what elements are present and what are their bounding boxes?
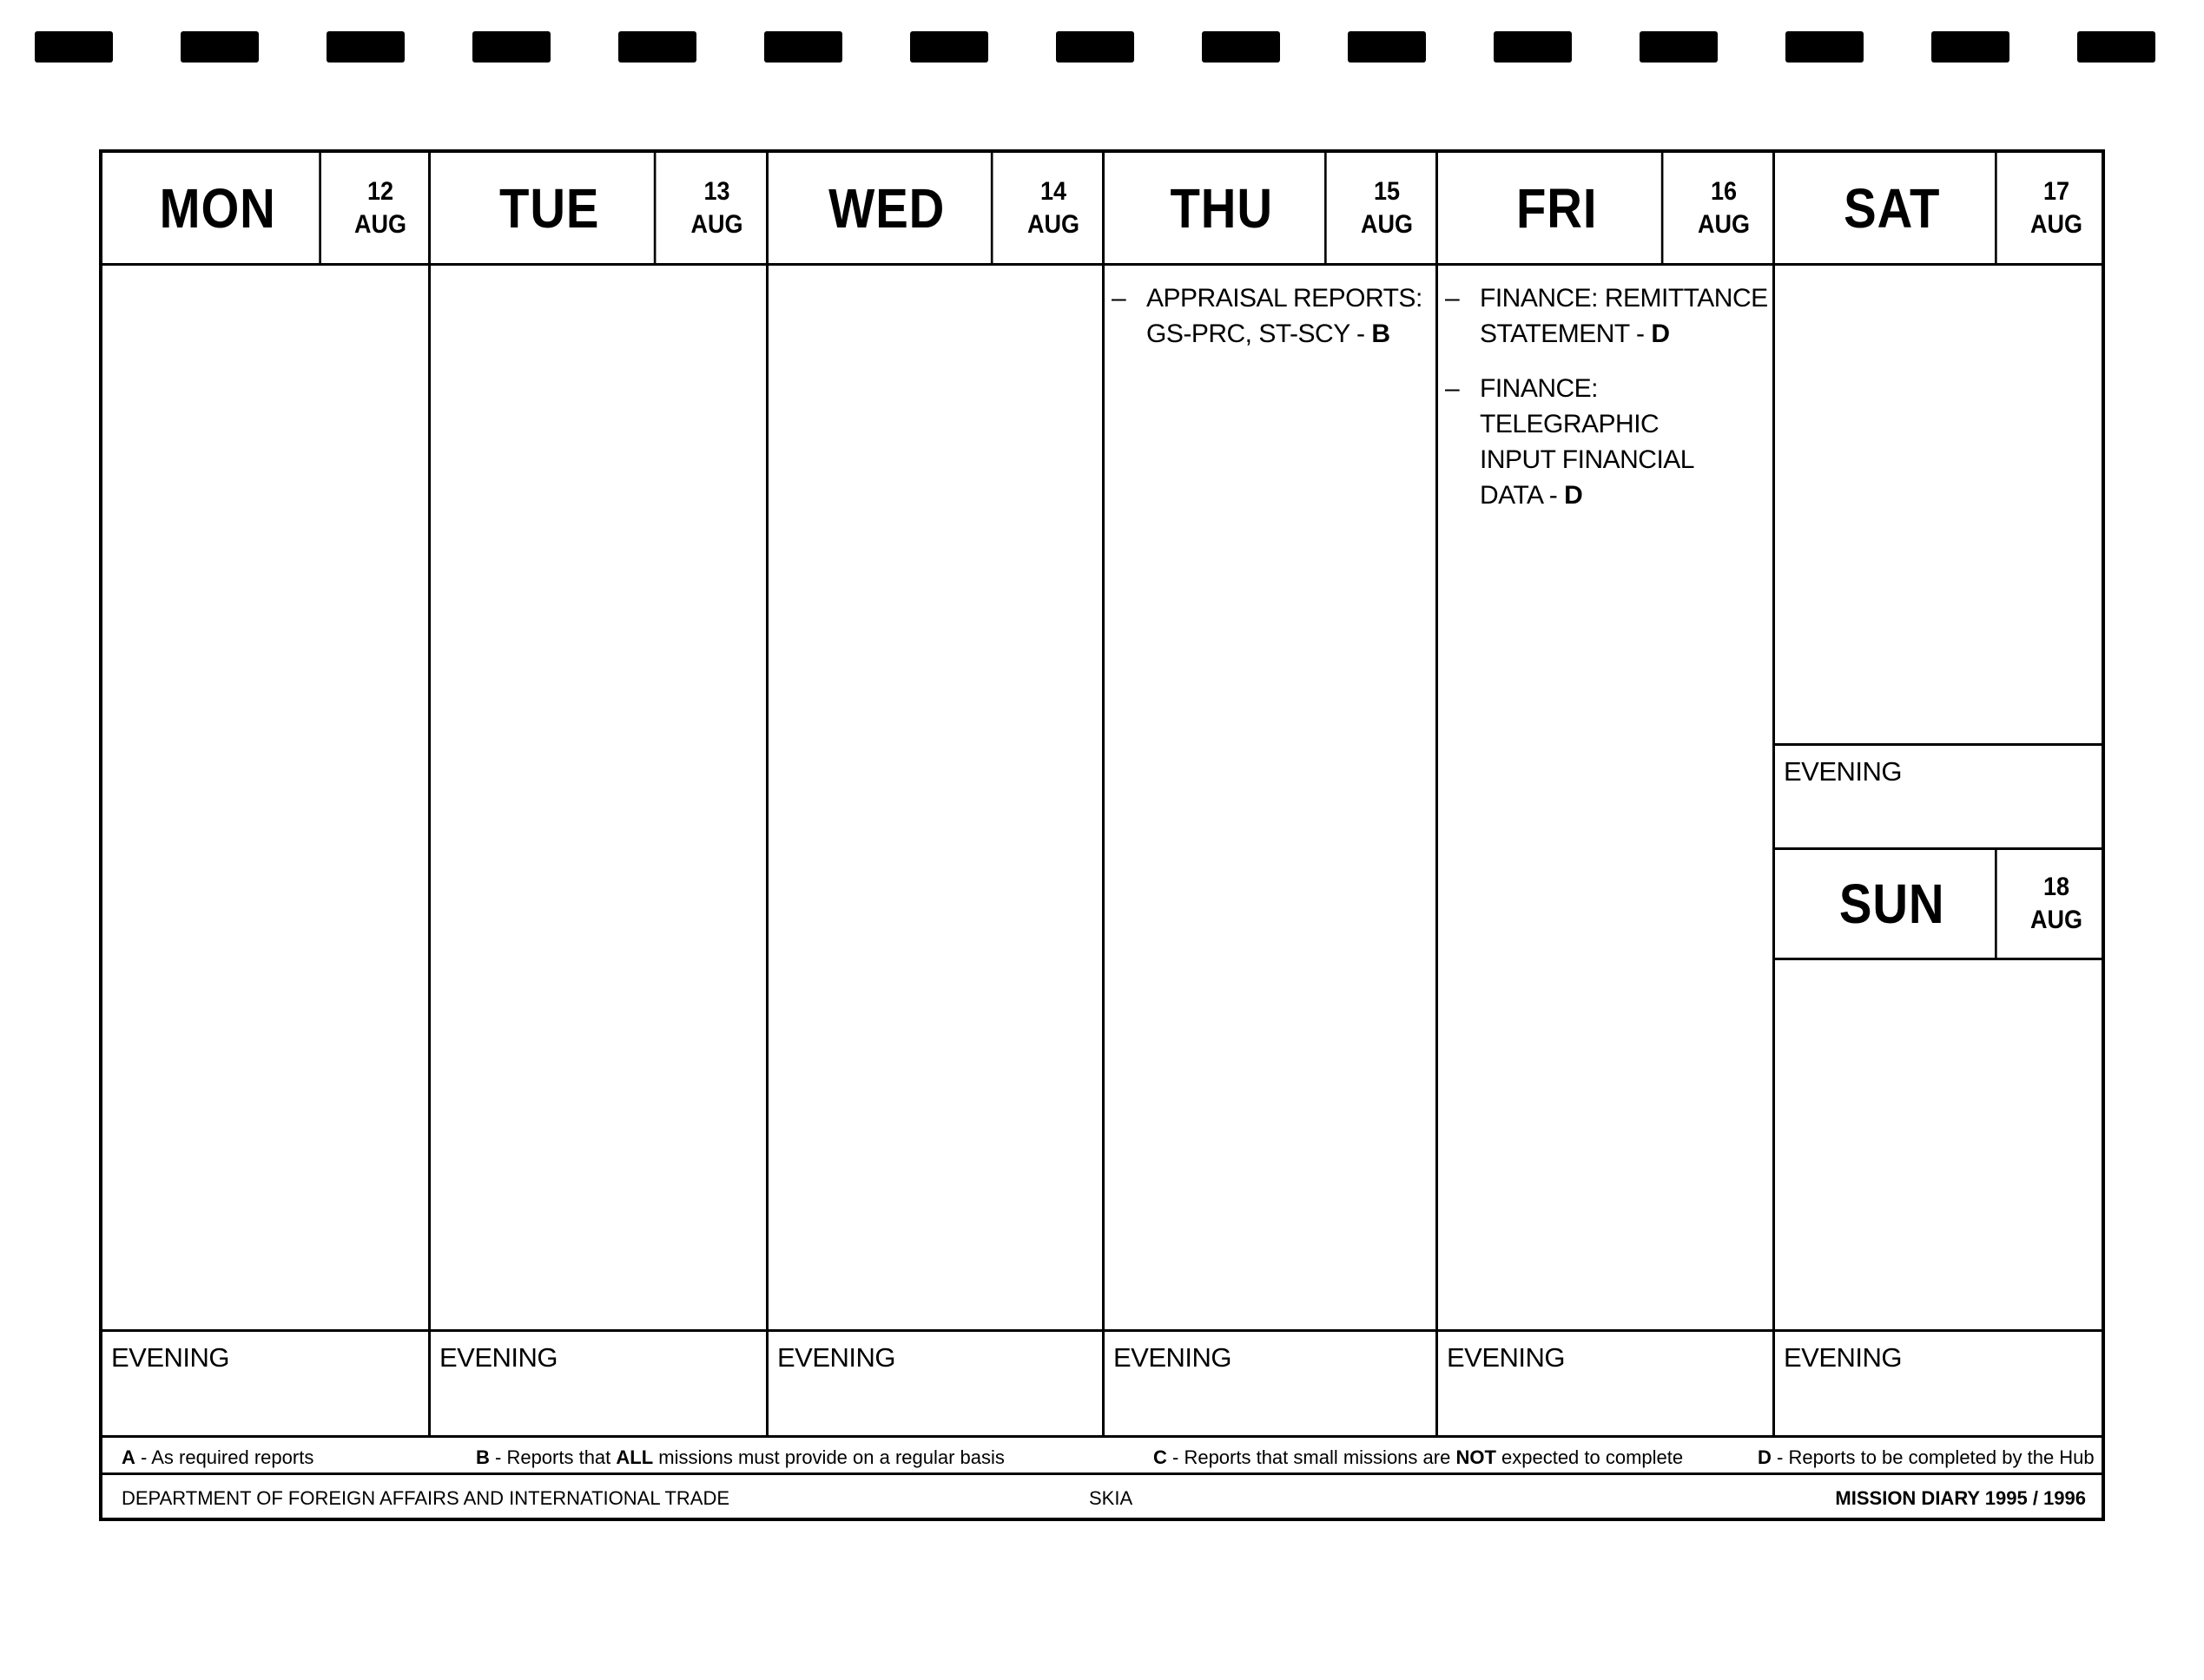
day-date xyxy=(673,153,762,263)
date-number: 17 xyxy=(2042,176,2070,206)
report-code: D xyxy=(1651,320,1670,348)
binder-hole xyxy=(1785,31,1864,63)
binder-hole xyxy=(2077,31,2155,63)
legend-key: A xyxy=(122,1446,135,1468)
legend-item-b xyxy=(476,1446,1005,1469)
legend-item-c xyxy=(1153,1446,1683,1469)
day-name: SUN xyxy=(1789,850,1996,958)
date-month: AUG xyxy=(690,209,743,239)
evening-label: EVENING xyxy=(777,1342,896,1373)
date-month: AUG xyxy=(1697,209,1750,239)
day-header xyxy=(1775,153,2102,266)
day-date xyxy=(2016,850,2097,958)
evening-section[interactable] xyxy=(1775,1329,2102,1435)
evening-label: EVENING xyxy=(1784,1342,1903,1373)
evening-section[interactable] xyxy=(769,1329,1102,1435)
page-footer xyxy=(102,1475,2102,1521)
binder-hole xyxy=(764,31,842,63)
day-header xyxy=(102,153,428,266)
day-column-wed xyxy=(769,153,1105,1435)
date-month: AUG xyxy=(353,209,406,239)
binder-hole xyxy=(472,31,551,63)
legend-emphasis: NOT xyxy=(1455,1446,1496,1468)
binder-hole xyxy=(1348,31,1426,63)
day-column-fri xyxy=(1438,153,1775,1435)
entry-bullet: – xyxy=(1445,284,1460,313)
entry-line: FINANCE: TELEGRAPHIC xyxy=(1480,374,1660,438)
date-month: AUG xyxy=(1026,209,1079,239)
entry-line: STATEMENT - xyxy=(1480,320,1652,348)
day-name: THU xyxy=(1118,153,1326,263)
day-header xyxy=(1438,153,1772,266)
entry-text xyxy=(1146,280,1422,352)
day-header xyxy=(769,153,1102,266)
date-number: 13 xyxy=(703,176,730,206)
binder-hole xyxy=(35,31,113,63)
legend-text: - Reports that small missions are xyxy=(1166,1446,1456,1468)
diary-entry xyxy=(1445,371,1772,513)
day-column-mon xyxy=(102,153,431,1435)
date-number: 14 xyxy=(1039,176,1067,206)
day-name: TUE xyxy=(445,153,657,263)
legend-item-d xyxy=(1758,1446,2095,1469)
legend-emphasis: ALL xyxy=(616,1446,654,1468)
day-name: SAT xyxy=(1789,153,1996,263)
day-date xyxy=(2016,153,2097,263)
evening-label: EVENING xyxy=(1447,1342,1566,1373)
evening-section[interactable] xyxy=(1105,1329,1435,1435)
date-number: 12 xyxy=(366,176,394,206)
day-header-sun xyxy=(1775,847,2102,960)
day-date xyxy=(1343,153,1431,263)
weekly-diary-page xyxy=(99,149,2105,1521)
day-header xyxy=(431,153,766,266)
legend-text: - Reports that xyxy=(489,1446,617,1468)
entry-line: INPUT FINANCIAL xyxy=(1480,445,1694,474)
day-notes[interactable] xyxy=(1105,268,1435,371)
diary-entry xyxy=(1112,280,1435,352)
entry-text xyxy=(1480,371,1772,513)
binder-hole xyxy=(327,31,405,63)
day-notes[interactable] xyxy=(1438,268,1772,532)
report-code: B xyxy=(1371,320,1390,348)
report-legend xyxy=(102,1435,2102,1475)
evening-label: EVENING xyxy=(1113,1342,1232,1373)
entry-line: APPRAISAL REPORTS: xyxy=(1146,284,1422,313)
evening-section[interactable] xyxy=(102,1329,428,1435)
date-number: 16 xyxy=(1710,176,1738,206)
binder-holes xyxy=(35,31,2171,63)
date-month: AUG xyxy=(2029,906,2082,934)
evening-label: EVENING xyxy=(439,1342,558,1373)
evening-section[interactable] xyxy=(1775,743,2102,847)
date-month: AUG xyxy=(2029,209,2082,239)
day-column-sat-sun xyxy=(1775,153,2102,1435)
day-name: MON xyxy=(116,153,321,263)
entry-line: FINANCE: REMITTANCE xyxy=(1480,284,1768,313)
legend-text: - Reports to be completed by the Hub xyxy=(1771,1446,2095,1468)
entry-text xyxy=(1480,280,1768,352)
evening-section[interactable] xyxy=(431,1329,766,1435)
date-month: AUG xyxy=(1360,209,1413,239)
binder-hole xyxy=(1640,31,1718,63)
date-number: 15 xyxy=(1373,176,1401,206)
day-date xyxy=(1680,153,1768,263)
day-date xyxy=(1010,153,1098,263)
diary-title: MISSION DIARY 1995 / 1996 xyxy=(1835,1487,2086,1509)
day-column-tue xyxy=(431,153,769,1435)
entry-line: DATA - xyxy=(1480,481,1565,510)
mission-code: SKIA xyxy=(1089,1487,1133,1509)
legend-key: B xyxy=(476,1446,490,1468)
day-date xyxy=(338,153,424,263)
legend-text: expected to complete xyxy=(1495,1446,1684,1468)
evening-section[interactable] xyxy=(1438,1329,1772,1435)
evening-label: EVENING xyxy=(1784,756,1903,787)
binder-hole xyxy=(910,31,988,63)
legend-text: missions must provide on a regular basis xyxy=(653,1446,1005,1468)
department-name: DEPARTMENT OF FOREIGN AFFAIRS AND INTERNATIONAL TRADE xyxy=(122,1487,730,1509)
binder-hole xyxy=(1931,31,2009,63)
binder-hole xyxy=(618,31,696,63)
binder-hole xyxy=(1202,31,1280,63)
diary-entry xyxy=(1445,280,1772,352)
entry-bullet: – xyxy=(1112,284,1126,313)
entry-bullet: – xyxy=(1445,374,1460,403)
binder-hole xyxy=(1494,31,1572,63)
day-name: FRI xyxy=(1453,153,1664,263)
day-name: WED xyxy=(783,153,993,263)
legend-key: D xyxy=(1758,1446,1772,1468)
binder-hole xyxy=(181,31,259,63)
entry-line: GS-PRC, ST-SCY - xyxy=(1146,320,1372,348)
legend-text: - As required reports xyxy=(135,1446,314,1468)
day-column-thu xyxy=(1105,153,1438,1435)
binder-hole xyxy=(1056,31,1134,63)
report-code: D xyxy=(1564,481,1583,510)
legend-key: C xyxy=(1153,1446,1167,1468)
date-number: 18 xyxy=(2042,873,2070,901)
evening-label: EVENING xyxy=(111,1342,230,1373)
day-header xyxy=(1105,153,1435,266)
legend-item-a xyxy=(122,1446,313,1469)
